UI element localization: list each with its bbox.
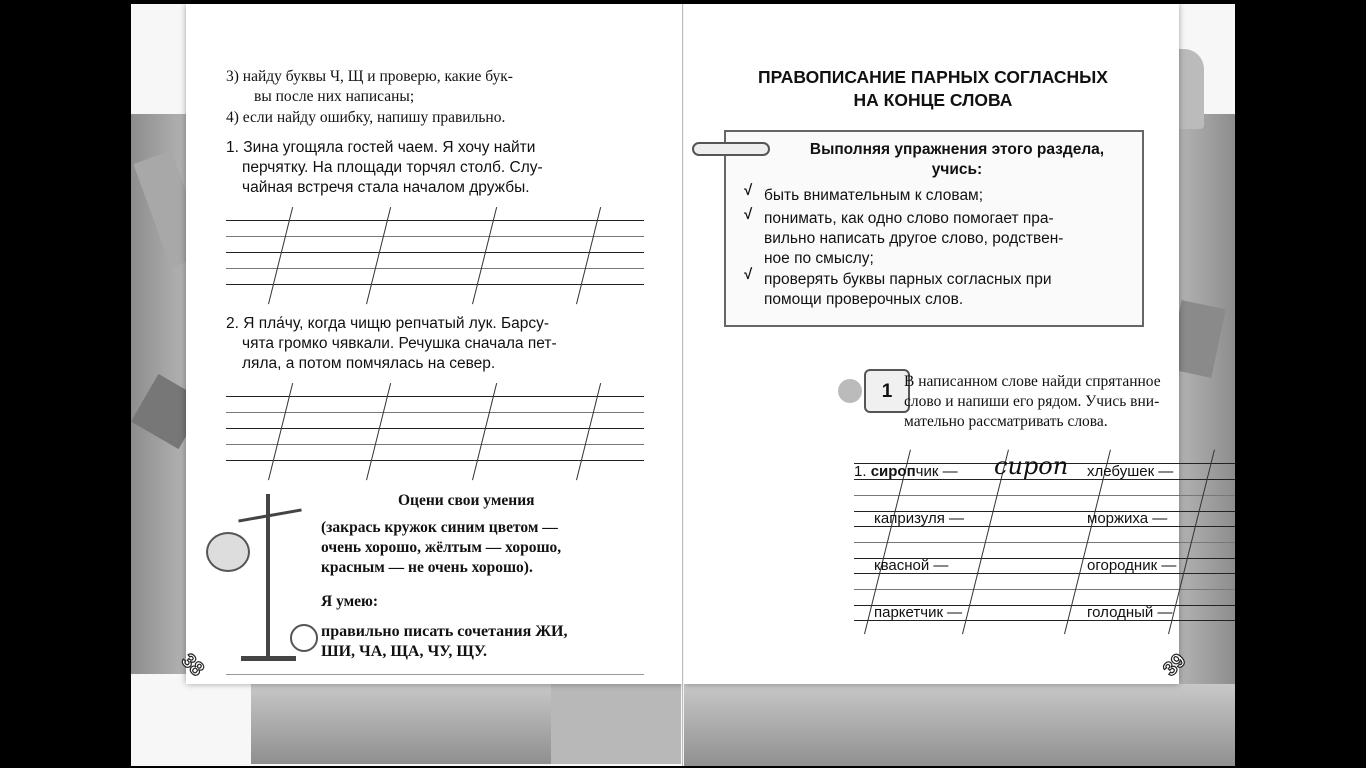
assessment-line3: красным — не очень хорошо). [321, 559, 533, 576]
decor-bottom-supplies [684, 684, 1235, 766]
task1-line3: мательно рассматривать слова. [904, 413, 1108, 430]
word-5: квасной — [874, 557, 949, 574]
decor-open-book [251, 674, 551, 764]
word-1-rest: чик — [915, 463, 958, 480]
book-spread [131, 4, 1235, 766]
exercise1-line3: чайная встречя стала началом дружбы. [242, 179, 530, 196]
decor-compass [551, 684, 681, 764]
exercise1-line1: 1. Зина угощяла гостей чаем. Я хочу найти [226, 139, 536, 156]
right-page [684, 4, 1235, 766]
goals-heading-line2: учись: [931, 161, 983, 178]
word-exercise-grid[interactable] [684, 4, 1235, 684]
skill-line1: правильно писать сочетания ЖИ, [321, 623, 568, 640]
word-1-prefix: 1. [854, 463, 871, 480]
instruction-step4: 4) если найду ошибку, напишу правильно. [226, 109, 506, 126]
goal-item-3-line1: проверять буквы парных согласных при [764, 271, 1052, 288]
instruction-step3-line2: вы после них написаны; [254, 88, 415, 105]
goal-item-3-line2: помощи проверочных слов. [764, 291, 964, 308]
goal-item-2-line3: ное по смыслу; [764, 250, 874, 267]
task1-line2: слово и напиши его рядом. Учись вни- [904, 393, 1160, 410]
task-number: 1 [881, 381, 893, 402]
goal-item-2-line1: понимать, как одно слово помогает пра- [764, 210, 1054, 227]
assessment-line2: очень хорошо, жёлтым — хорошо, [321, 539, 562, 556]
goal-item-1: быть внимательным к словам; [764, 187, 984, 204]
word-4: моржиха — [1087, 510, 1168, 527]
section-title-line2: НА КОНЦЕ СЛОВА [853, 90, 1013, 110]
page-number-right: 39 [1159, 649, 1191, 681]
assessment-heading: Оцени свои умения [398, 492, 535, 509]
word-7: паркетчик — [874, 604, 963, 621]
assessment-line1: (закрась кружок синим цветом — [321, 519, 558, 536]
exercise2-line2: чята громко чявкали. Речушка сначала пет- [242, 335, 557, 352]
exercise2-line1: 2. Я пла́чу, когда чищю репчатый лук. Барсу- [226, 315, 550, 332]
word-6: огородник — [1087, 557, 1177, 574]
check-icon: √ [744, 182, 753, 199]
exercise2-line3: ляла, а потом помчялась на север. [242, 355, 496, 372]
word-row-1-left [854, 463, 958, 481]
check-icon: √ [744, 266, 753, 283]
word-3: капризуля — [874, 510, 964, 527]
word-8: голодный — [1087, 604, 1173, 621]
instruction-step3-line1: 3) найду буквы Ч, Щ и проверю, какие бук- [226, 68, 513, 85]
skill-line2: ШИ, ЧА, ЩА, ЧУ, ЩУ. [321, 643, 488, 660]
task1-line1: В написанном слове найди спрятанное [904, 373, 1161, 390]
can-label: Я умею: [321, 593, 379, 610]
goals-heading-line1: Выполняя упражнения этого раздела, [809, 141, 1105, 158]
goal-item-2-line2: вильно написать другое слово, родствен- [764, 230, 1064, 247]
page-number-left: 38 [176, 649, 209, 681]
left-content-panel [186, 4, 683, 684]
section-title-line1: ПРАВОПИСАНИЕ ПАРНЫХ СОГЛАСНЫХ [758, 67, 1108, 87]
word-1-hidden: сироп [870, 463, 916, 480]
exercise1-line2: перчятку. На площади торчял столб. Слу- [242, 159, 543, 176]
word-2: хлебушек — [1087, 463, 1174, 480]
left-page [131, 4, 683, 766]
check-icon: √ [744, 206, 753, 223]
handwritten-answer: сироп [994, 452, 1069, 480]
